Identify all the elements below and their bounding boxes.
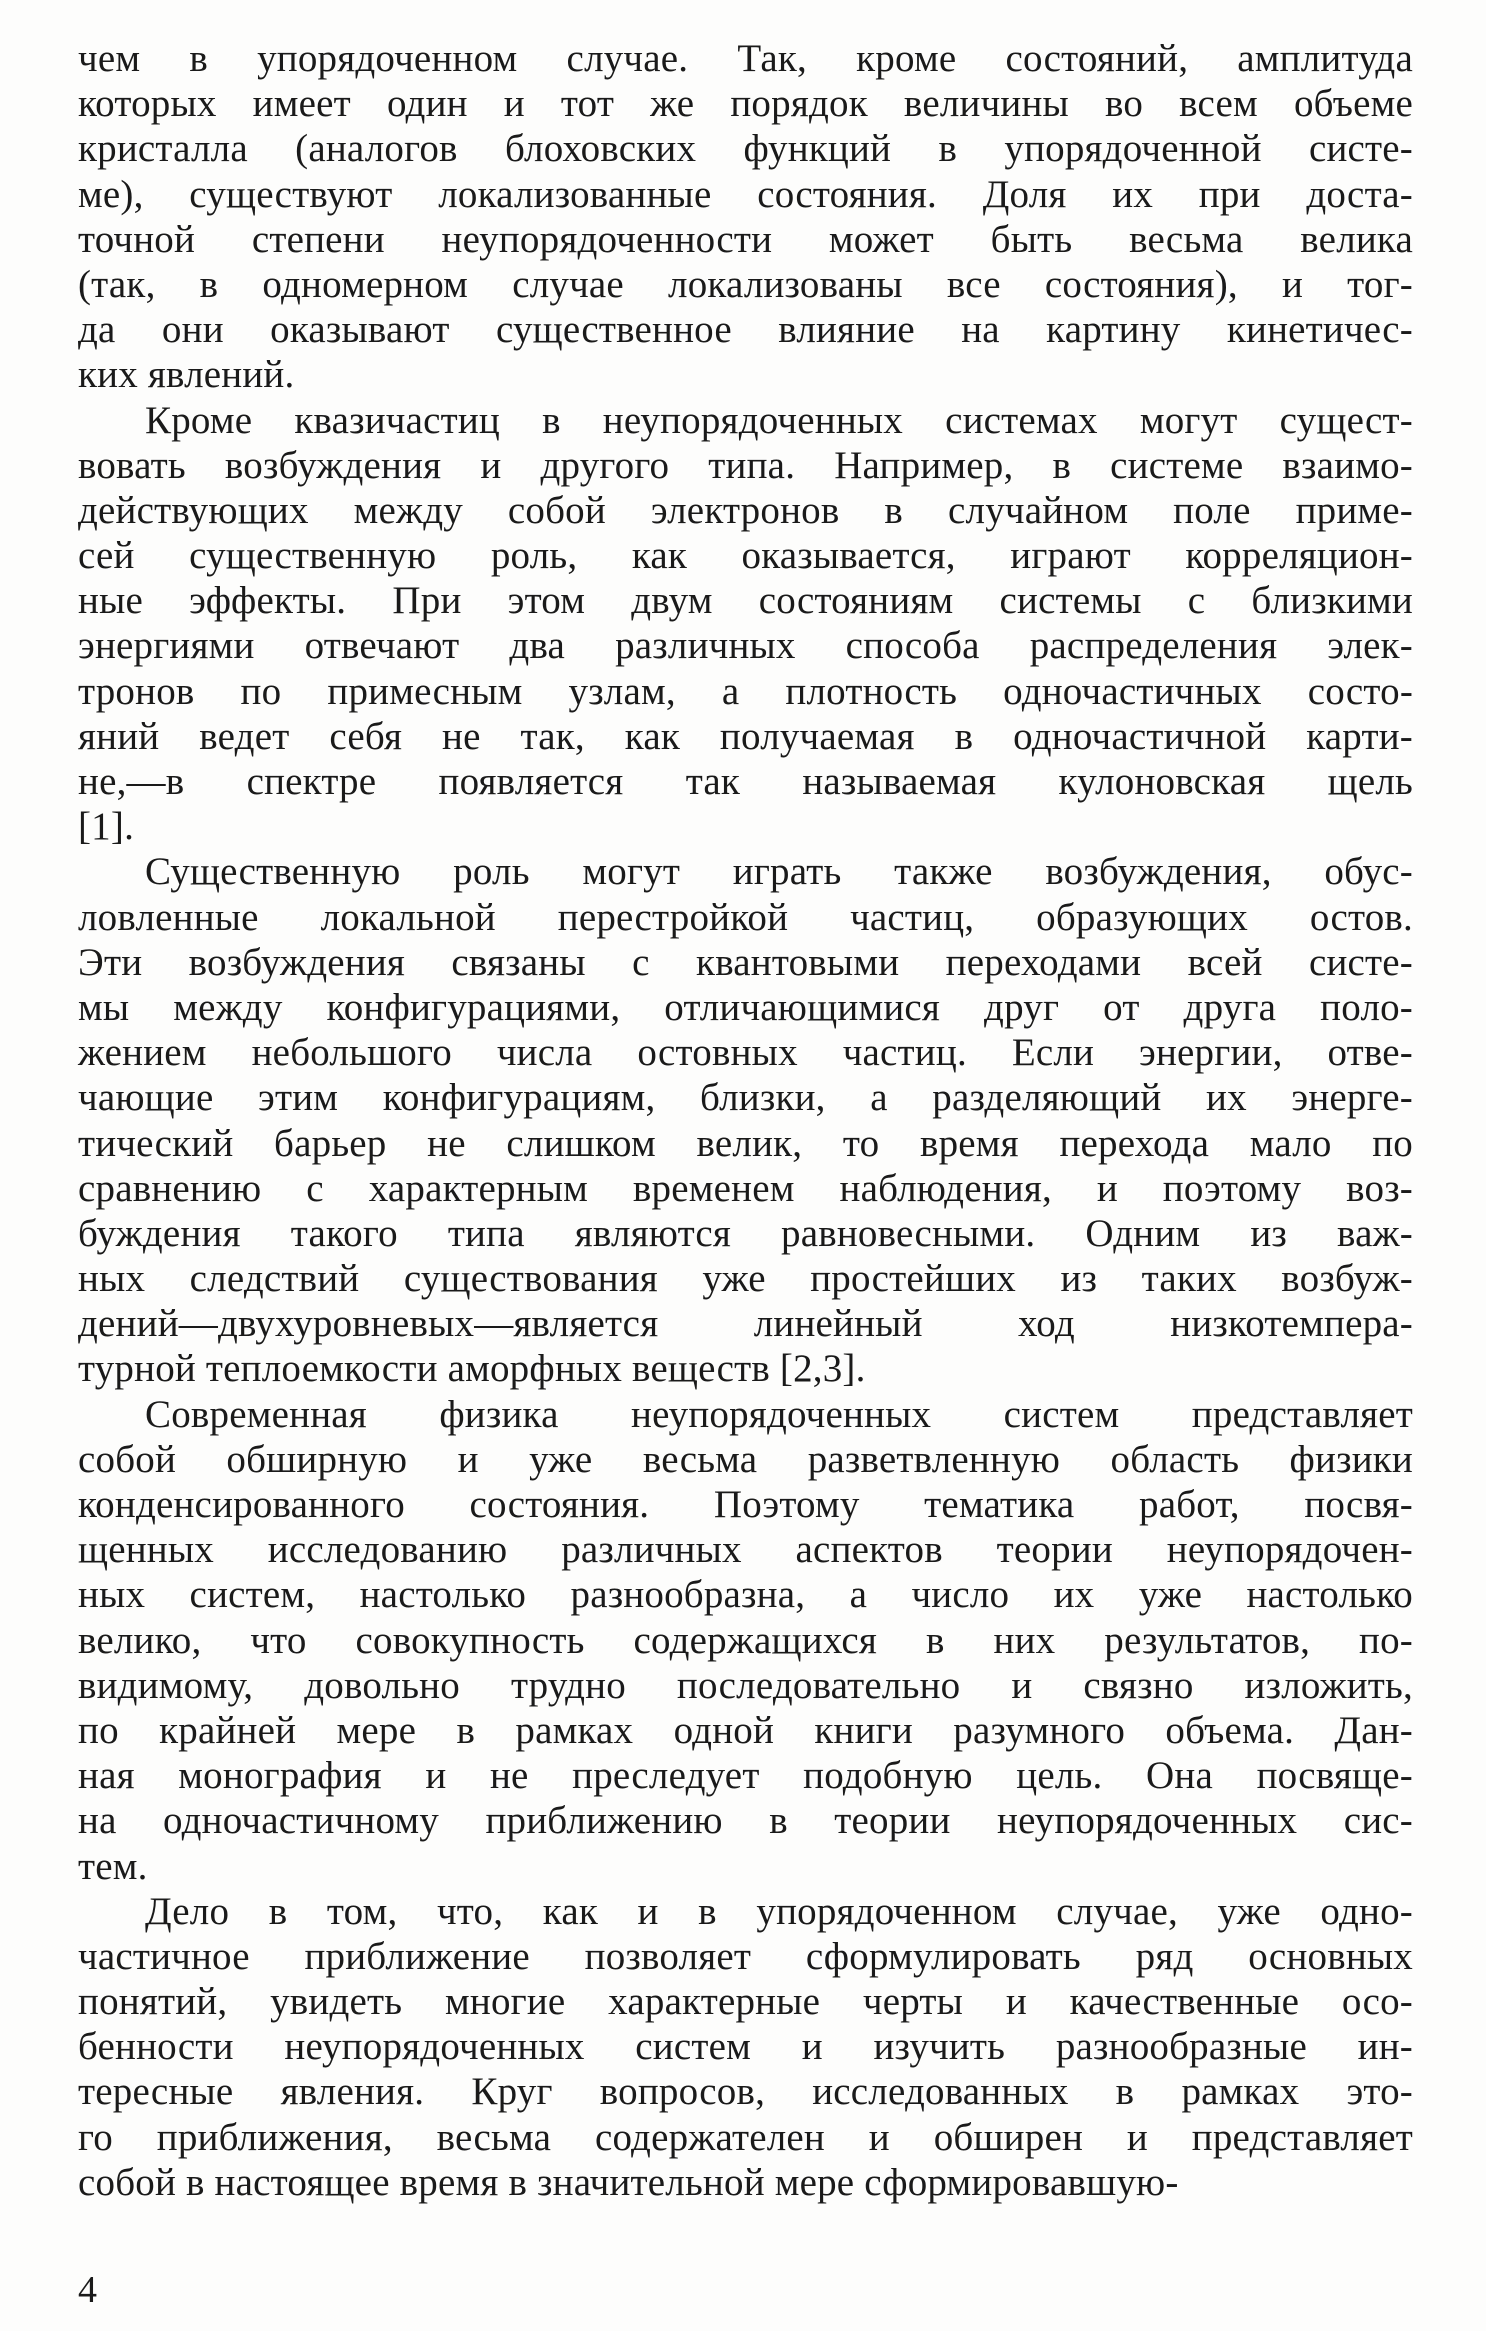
paragraph [78, 36, 1413, 398]
text-line: Эти возбуждения связаны с квантовыми переходами всей систе- [78, 940, 1413, 984]
text-line: собой обширную и уже весьма разветвленную область физики [78, 1437, 1413, 1481]
text-line: конденсированного состояния. Поэтому тематика работ, посвя- [78, 1483, 1413, 1526]
text-line: тересные явления. Круг вопросов, исследованных в рамках это- [78, 2070, 1413, 2114]
text-line: ких явлений. [78, 353, 295, 397]
text-line: дений—двухуровневых—является линейный ход низкотемпера- [78, 1302, 1413, 1346]
text-line: (так, в одномерном случае локализованы все состояния), и тог- [78, 262, 1413, 306]
text-line: чающие этим конфигурациям, близки, а разделяющий их энерге- [78, 1076, 1413, 1120]
text-line: точной степени неупорядоченности может быть весьма велика [78, 217, 1413, 261]
text-line: понятий, увидеть многие характерные черты и качественные осо- [78, 1980, 1413, 2024]
page-number: 4 [78, 2269, 97, 2311]
text-line: яний ведет себя не так, как получаемая в одночастичной карти- [78, 714, 1413, 758]
text-line: Современная физика неупорядоченных систем представляет [145, 1392, 1413, 1436]
text-line: которых имеет один и тот же порядок величины во всем объеме [78, 82, 1413, 126]
paragraph [78, 398, 1413, 850]
text-line: буждения такого типа являются равновесными. Одним из важ- [78, 1211, 1413, 1255]
text-line: собой в настоящее время в значительной мере сформировавшую- [78, 2160, 1179, 2204]
text-line: сравнению с характерным временем наблюдения, и поэтому воз- [78, 1166, 1413, 1210]
text-line: энергиями отвечают два различных способа распределения элек- [78, 624, 1413, 668]
text-line: жением небольшого числа остовных частиц. Если энергии, отве- [78, 1031, 1413, 1075]
text-line: ных систем, настолько разнообразна, а число их уже настолько [78, 1573, 1413, 1617]
text-line: ных следствий существования уже простейших из таких возбуж- [78, 1257, 1413, 1301]
text-line: не,—в спектре появляется так называемая кулоновская щель [78, 760, 1413, 803]
text-line: сей существенную роль, как оказывается, играют корреляцион- [78, 534, 1413, 578]
text-line: Существенную роль могут играть также возбуждения, обус- [145, 850, 1413, 894]
body-text [78, 36, 1413, 2205]
text-line: Кроме квазичастиц в неупорядоченных системах могут сущест- [145, 398, 1413, 442]
text-line: на одночастичному приближению в теории неупорядоченных сис- [78, 1799, 1413, 1843]
text-line: ная монография и не преследует подобную цель. Она посвяще- [78, 1754, 1413, 1798]
text-line: ные эффекты. При этом двум состояниям системы с близкими [78, 579, 1413, 623]
text-line: щенных исследованию различных аспектов теории неупорядочен- [78, 1528, 1413, 1572]
text-line: частичное приближение позволяет сформулировать ряд основных [78, 1934, 1413, 1978]
text-line: бенности неупорядоченных систем и изучить разнообразные ин- [78, 2025, 1413, 2069]
text-line: тический барьер не слишком велик, то время перехода мало по [78, 1121, 1413, 1165]
text-line: [1]. [78, 805, 135, 849]
text-line: видимому, довольно трудно последовательно и связно изложить, [78, 1663, 1413, 1707]
text-line: по крайней мере в рамках одной книги разумного объема. Дан- [78, 1708, 1413, 1752]
paragraph [78, 1392, 1413, 1889]
text-line: чем в упорядоченном случае. Так, кроме состояний, амплитуда [78, 37, 1413, 80]
text-line: ловленные локальной перестройкой частиц, образующих остов. [78, 895, 1413, 939]
text-line: ме), существуют локализованные состояния. Доля их при доста- [78, 172, 1413, 216]
text-line: мы между конфигурациями, отличающимися друг от друга поло- [78, 985, 1413, 1029]
text-line: вовать возбуждения и другого типа. Например, в системе взаимо- [78, 443, 1413, 487]
paragraph [78, 849, 1413, 1391]
text-line: кристалла (аналогов блоховских функций в упорядоченной систе- [78, 127, 1413, 171]
paragraph [78, 1889, 1413, 2205]
text-line: тронов по примесным узлам, а плотность одночастичных состо- [78, 669, 1413, 713]
text-line: действующих между собой электронов в случайном поле приме- [78, 488, 1413, 532]
text-line: турной теплоемкости аморфных веществ [2,3]. [78, 1347, 866, 1391]
text-line: велико, что совокупность содержащихся в них результатов, по- [78, 1618, 1413, 1662]
text-line: тем. [78, 1844, 148, 1888]
text-line: да они оказывают существенное влияние на картину кинетичес- [78, 308, 1413, 352]
text-line: го приближения, весьма содержателен и обширен и представляет [78, 2115, 1413, 2159]
text-line: Дело в том, что, как и в упорядоченном случае, уже одно- [145, 1889, 1413, 1933]
